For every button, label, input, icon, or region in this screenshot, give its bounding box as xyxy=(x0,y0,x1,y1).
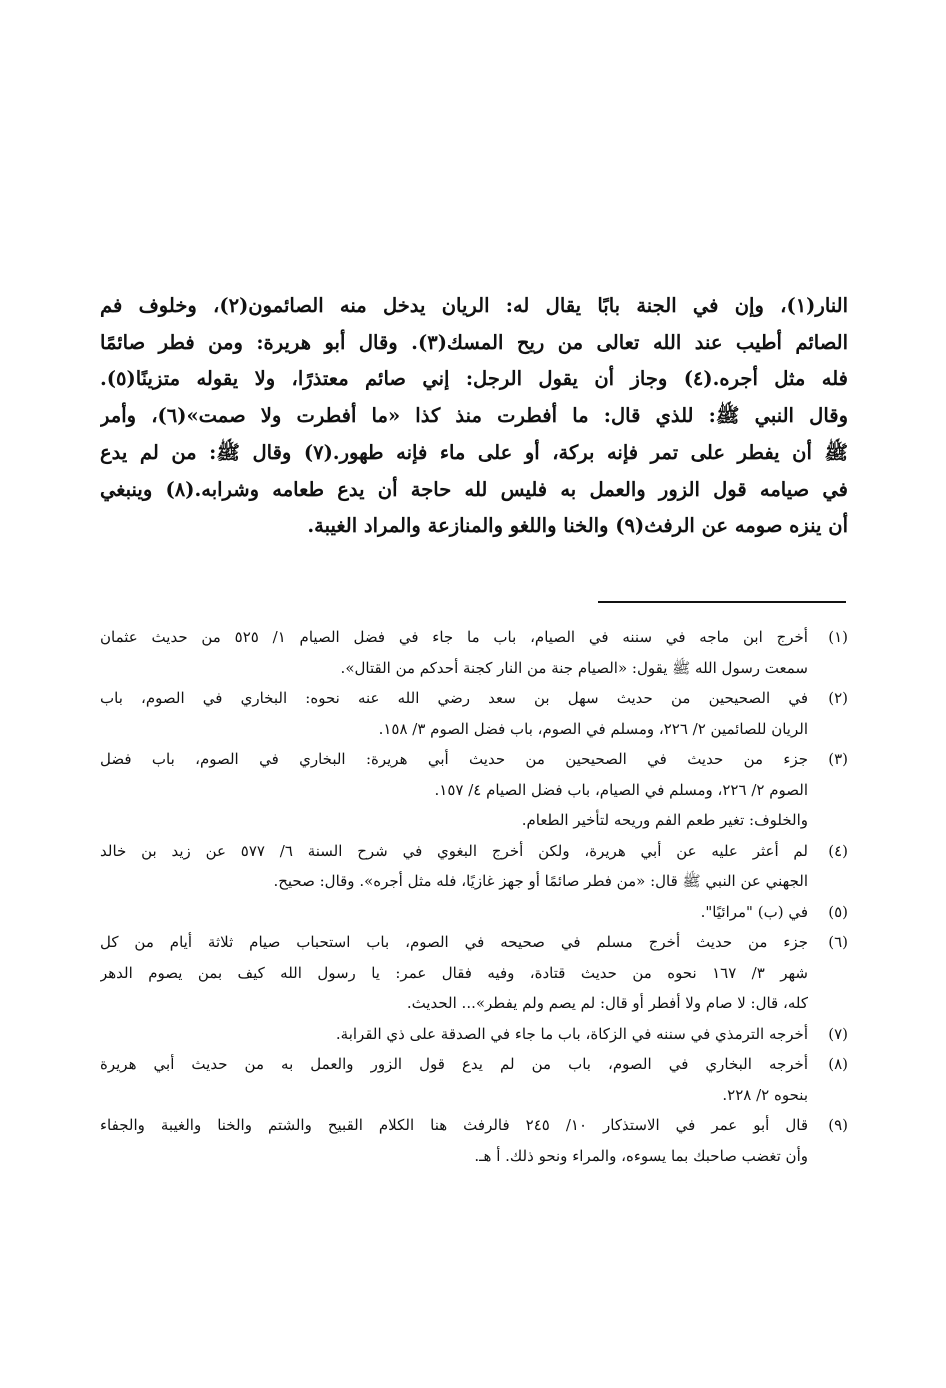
footnote-7 xyxy=(100,1019,848,1050)
footnote-4 xyxy=(100,836,848,897)
body-line: في صيامه قول الزور والعمل به فليس لله حاجة أن يدع طعامه وشرابه.(٨) وينبغي xyxy=(100,477,848,501)
footnote-line: الصوم ٢/ ٢٢٦، ومسلم في الصيام، باب فضل الصيام ٤/ ١٥٧. xyxy=(434,780,808,799)
body-line: وقال النبي ﷺ: للذي قال: ما أفطرت منذ كذا «ما أفطرت ولا صمت»(٦)، وأمر xyxy=(100,404,848,428)
footnote-text xyxy=(100,1019,808,1050)
footnote-line: أخرجه الترمذي في سننه في الزكاة، باب ما جاء في الصدقة على ذي القرابة. xyxy=(335,1024,808,1043)
footnote-text xyxy=(100,836,808,897)
footnote-text xyxy=(100,744,808,836)
footnote-line: جزء من حديث في الصحيحين من حديث أبي هريرة: البخاري في الصوم، باب فضل xyxy=(100,750,808,768)
body-line: النار(١)، وإن في الجنة بابًا يقال له: الريان يدخل منه الصائمون(٢)، وخلوف فم xyxy=(100,294,848,317)
footnote-text xyxy=(100,1110,808,1171)
footnote-line: في الصحيحين من حديث سهل بن سعد رضي الله عنه نحوه: البخاري في الصوم، باب xyxy=(100,689,808,707)
footnote-text xyxy=(100,622,808,683)
footnote-text xyxy=(100,927,808,1019)
footnote-line: شهر ٣/ ١٦٧ نحوه من حديث قتادة، وفيه فقال عمر: يا رسول الله كيف بمن يصوم الدهر xyxy=(100,963,808,982)
footnote-line: جزء من حديث أخرج مسلم في صحيحه في الصوم، باب استحباب صيام ثلاثة أيام من كل xyxy=(100,933,808,951)
footnote-5 xyxy=(100,897,848,928)
footnote-line: كله، قال: لا صام ولا أفطر أو قال: لم يصم ولم يفطر»... الحديث. xyxy=(406,994,808,1012)
footnote-line: لم أعثر عليه عن أبي هريرة، ولكن أخرج البغوي في شرح السنة ٦/ ٥٧٧ عن زيد بن خالد xyxy=(100,841,808,860)
footnote-text xyxy=(100,683,808,744)
footnote-number: (١) xyxy=(828,628,848,646)
footnote-8 xyxy=(100,1049,848,1110)
footnote-line: قال أبو عمر في الاستذكار ١٠/ ٢٤٥ فالرفث هنا الكلام القبيح والشتم والخنا والغيبة والجفاء xyxy=(100,1116,808,1134)
footnote-number: (٢) xyxy=(828,689,848,707)
footnote-3 xyxy=(100,744,848,836)
footnote-line: والخلوف: تغير طعم الفم وريحه لتأخير الطعام. xyxy=(521,811,808,829)
footnote-line: بنحوه ٢/ ٢٢٨. xyxy=(722,1085,808,1104)
body-line: ﷺ أن يفطر على تمر فإنه بركة، أو على ماء فإنه طهور.(٧) وقال ﷺ: من لم يدع xyxy=(100,440,848,464)
footnote-line: أخرجه البخاري في الصوم، باب من لم يدع قول الزور والعمل به من حديث أبي هريرة xyxy=(100,1055,808,1073)
footnote-line: وأن تغضب صاحبك بما يسوءه، والمراء ونحو ذلك. أ هـ. xyxy=(474,1146,808,1165)
footnote-text xyxy=(100,897,808,928)
footnote-number: (٩) xyxy=(828,1116,848,1134)
footnote-line: الجهني عن النبي ﷺ قال: «من فطر صائمًا أو جهز غازيًا، فله مثل أجره». وقال: صحيح. xyxy=(273,872,808,890)
body-line: الصائم أطيب عند الله تعالى من ريح المسك(٣). وقال أبو هريرة: ومن فطر صائمًا xyxy=(100,330,848,354)
footnote-9 xyxy=(100,1110,848,1171)
footnote-line: في (ب) "مرائيًا". xyxy=(700,902,808,921)
footnote-separator xyxy=(598,601,846,603)
body-line: أن ينزه صومه عن الرفث(٩) والخنا واللغو والمنازعة والمراد الغيبة. xyxy=(307,514,848,538)
footnote-6 xyxy=(100,927,848,1019)
footnote-number: (٥) xyxy=(828,902,848,921)
footnote-2 xyxy=(100,683,848,744)
footnote-1 xyxy=(100,622,848,683)
footnote-line: الريان للصائمين ٢/ ٢٢٦، ومسلم في الصوم، باب فضل الصوم ٣/ ١٥٨. xyxy=(378,719,808,738)
body-line: فله مثل أجره.(٤) وجاز أن يقول الرجل: إني صائم معتذرًا، ولا يقوله متزينًا(٥). xyxy=(100,367,848,391)
footnotes-section xyxy=(100,622,848,1171)
footnote-number: (٨) xyxy=(828,1055,848,1073)
footnote-number: (٦) xyxy=(828,933,848,951)
footnote-number: (٤) xyxy=(828,841,848,860)
main-body-text xyxy=(100,288,848,545)
footnote-line: سمعت رسول الله ﷺ يقول: «الصيام جنة من النار كجنة أحدكم من القتال». xyxy=(340,658,808,677)
footnote-number: (٧) xyxy=(828,1024,848,1043)
footnote-text xyxy=(100,1049,808,1110)
footnote-line: أخرج ابن ماجه في سننه في الصيام، باب ما جاء في فضل الصيام ١/ ٥٢٥ من حديث عثمان xyxy=(100,628,808,646)
footnote-number: (٣) xyxy=(828,750,848,768)
